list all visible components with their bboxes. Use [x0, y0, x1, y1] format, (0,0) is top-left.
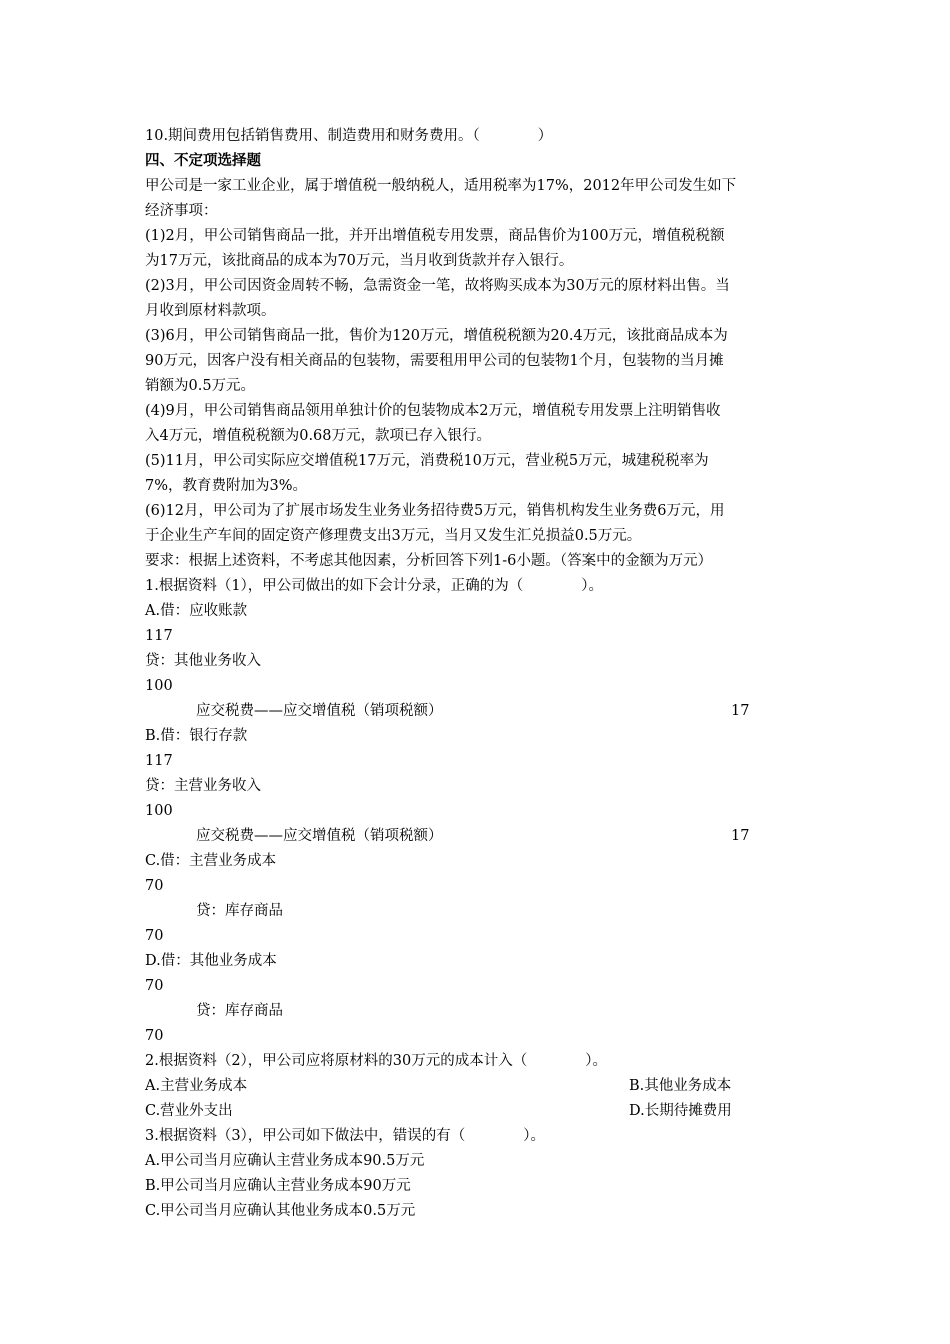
q3-option-b: B.甲公司当月应确认主营业务成本90万元	[145, 1178, 411, 1194]
material-1-line: 为17万元，该批商品的成本为70万元，当月收到货款并存入银行。	[145, 253, 574, 269]
option-d-debit-amount: 70	[145, 978, 164, 994]
option-a-debit: A.借：应收账款	[145, 603, 248, 619]
option-b-credit: 贷：主营业务收入	[145, 778, 261, 794]
option-a-credit: 贷：其他业务收入	[145, 653, 261, 669]
material-4-line: (4)9月，甲公司销售商品领用单独计价的包装物成本2万元，增值税专用发票上注明销售收	[145, 403, 721, 419]
option-b-debit: B.借：银行存款	[145, 728, 248, 744]
q2-option-c: C.营业外支出	[145, 1103, 233, 1119]
material-1-line: (1)2月，甲公司销售商品一批，并开出增值税专用发票，商品售价为100万元，增值税税额	[145, 228, 725, 244]
material-5-line: (5)11月，甲公司实际应交增值税17万元，消费税10万元，营业税5万元，城建税税率为	[145, 453, 709, 469]
question-1: 1.根据资料（1），甲公司做出的如下会计分录，正确的为（ ）。	[145, 578, 604, 594]
q2-option-a: A.主营业务成本	[145, 1078, 248, 1094]
q2-option-b: B.其他业务成本	[629, 1078, 732, 1094]
requirement-text: 要求：根据上述资料，不考虑其他因素，分析回答下列1-6小题。（答案中的金额为万元）	[145, 553, 713, 569]
option-d-credit: 贷：库存商品	[196, 1003, 283, 1019]
option-a-debit-amount: 117	[145, 628, 173, 644]
q2-option-d: D.长期待摊费用	[629, 1103, 732, 1119]
option-c-debit: C.借：主营业务成本	[145, 853, 277, 869]
option-b-debit-amount: 117	[145, 753, 173, 769]
option-c-credit-amount: 70	[145, 928, 164, 944]
material-3-line: (3)6月，甲公司销售商品一批，售价为120万元，增值税税额为20.4万元，该批商品成本为	[145, 328, 728, 344]
question-3: 3.根据资料（3），甲公司如下做法中，错误的有（ ）。	[145, 1128, 546, 1144]
option-a-credit-tax-amount: 17	[731, 703, 750, 719]
option-a-credit-tax: 应交税费——应交增值税（销项税额）	[196, 703, 443, 719]
option-b-credit-tax-amount: 17	[731, 828, 750, 844]
option-d-debit: D.借：其他业务成本	[145, 953, 277, 969]
option-c-debit-amount: 70	[145, 878, 164, 894]
intro-line: 甲公司是一家工业企业，属于增值税一般纳税人，适用税率为17%，2012年甲公司发生如下	[145, 178, 737, 194]
option-c-credit: 贷：库存商品	[196, 903, 283, 919]
intro-line: 经济事项：	[145, 203, 218, 219]
material-6-line: (6)12月，甲公司为了扩展市场发生业务业务招待费5万元，销售机构发生业务费6万元，用	[145, 503, 725, 519]
material-6-line: 于企业生产车间的固定资产修理费支出3万元，当月又发生汇兑损益0.5万元。	[145, 528, 642, 544]
material-2-line: 月收到原材料款项。	[145, 303, 276, 319]
q3-option-c: C.甲公司当月应确认其他业务成本0.5万元	[145, 1203, 416, 1219]
material-5-line: 7%，教育费附加为3%。	[145, 478, 308, 494]
material-3-line: 销额为0.5万元。	[145, 378, 256, 394]
question-10: 10.期间费用包括销售费用、制造费用和财务费用。（ ）	[145, 128, 553, 144]
section-title: 四、不定项选择题	[145, 153, 261, 169]
q3-option-a: A.甲公司当月应确认主营业务成本90.5万元	[145, 1153, 425, 1169]
question-2: 2.根据资料（2），甲公司应将原材料的30万元的成本计入（ ）。	[145, 1053, 608, 1069]
option-a-credit-amount: 100	[145, 678, 173, 694]
option-b-credit-tax: 应交税费——应交增值税（销项税额）	[196, 828, 443, 844]
option-b-credit-amount: 100	[145, 803, 173, 819]
material-4-line: 入4万元，增值税税额为0.68万元，款项已存入银行。	[145, 428, 492, 444]
material-3-line: 90万元，因客户没有相关商品的包装物，需要租用甲公司的包装物1个月，包装物的当月摊	[145, 353, 724, 369]
option-d-credit-amount: 70	[145, 1028, 164, 1044]
material-2-line: (2)3月，甲公司因资金周转不畅，急需资金一笔，故将购买成本为30万元的原材料出售。当	[145, 278, 730, 294]
